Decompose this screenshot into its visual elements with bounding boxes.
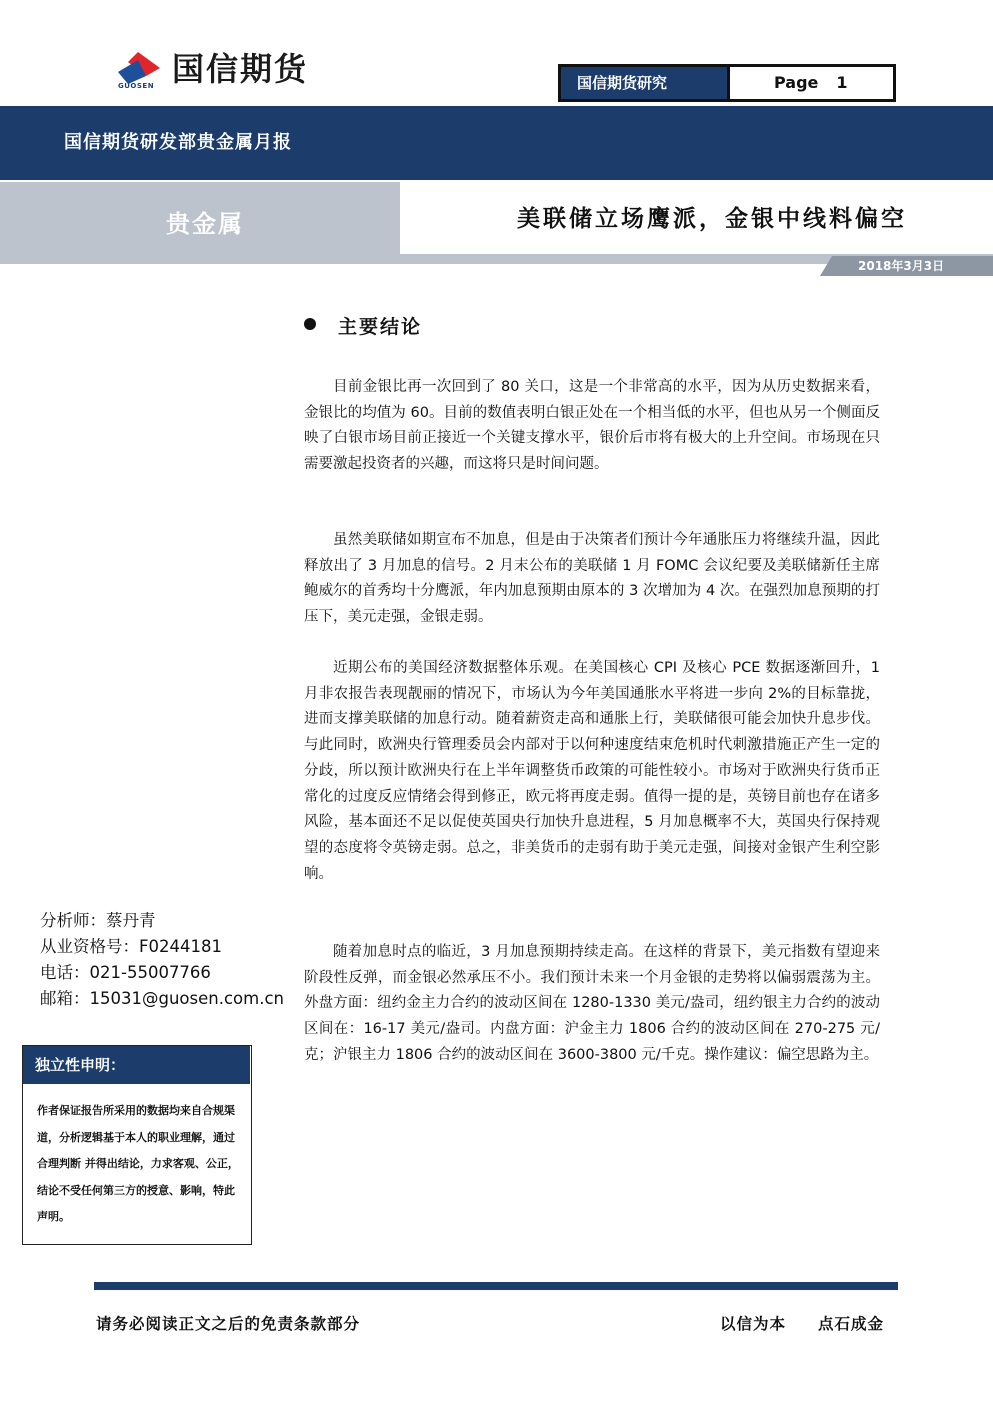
analyst-name: 分析师：蔡丹青: [40, 911, 156, 930]
research-label: 国信期货研究: [561, 67, 727, 99]
logo-text: 国信期货: [172, 50, 309, 88]
page-number: 1: [836, 73, 848, 92]
analyst-phone: 电话：021-55007766: [40, 963, 211, 982]
headline-panel: [400, 182, 993, 254]
footer-motto: [720, 1312, 884, 1334]
analyst-info: [40, 908, 284, 1012]
motto-2: 点石成金: [818, 1315, 885, 1333]
paragraph-3: 近期公布的美国经济数据整体乐观。在美国核心 CPI 及核心 PCE 数据逐渐回升，1 月非农报告表现靓丽的情况下，市场认为今年美国通胀水平将进一步向 2%的目标靠拢，进而支撑美联储的加息行动。随着薪资走高和通胀上行，美联储很可能会加快升息步伐。与此同时，欧洲央行管理委员会内部对于以何种速度结束危机时代刺激措施正产生一定的分歧，所以预计欧洲央行在上半年调整货币政策的可能性较小。市场对于欧洲央行货币正常化的过度反应情绪会得到修正，欧元将再度走弱。值得一提的是，英镑目前也存在诸多风险，基本面还不足以促使英国央行加快升息进程，5 月加息概率不大，英国央行保持观望的态度将令英镑走弱。总之，非美货币的走弱有助于美元走强，间接对金银产生利空影响。: [304, 660, 880, 882]
paragraph-4: 随着加息时点的临近，3 月加息预期持续走高。在这样的背景下，美元指数有望迎来阶段性反弹，而金银必然承压不小。我们预计未来一个月金银的走势将以偏弱震荡为主。外盘方面：纽约金主力合约的波动区间在 1280-1330 美元/盎司，纽约银主力合约的波动区间在：16-17 美元/盎司。内盘方面：沪金主力 1806 合约的波动区间在 270-275 元/克；沪银主力 1806 合约的波动区间在 3600-3800 元/千克。操作建议：偏空思路为主。: [304, 944, 880, 1063]
motto-1: 以信为本: [720, 1315, 787, 1333]
page-number-box: [727, 67, 893, 99]
footer-divider: [94, 1282, 898, 1290]
report-headline: 美联储立场鹰派，金银中线料偏空: [517, 206, 907, 232]
category-panel: [0, 182, 400, 254]
page-label: Page: [774, 73, 819, 92]
statement-title: 独立性申明：: [23, 1046, 250, 1084]
analyst-license: 从业资格号：F0244181: [40, 937, 222, 956]
company-logo: [116, 48, 346, 92]
footer-disclaimer-note: 请务必阅读正文之后的免责条款部分: [96, 1315, 361, 1333]
independence-statement: [22, 1045, 252, 1245]
category-label: 贵金属: [166, 210, 244, 238]
bullet-icon: [304, 318, 316, 330]
page-indicator: [558, 64, 896, 102]
analyst-email: 邮箱：15031@guosen.com.cn: [40, 989, 284, 1008]
section-heading: 主要结论: [338, 316, 423, 338]
report-band: [0, 106, 993, 180]
statement-body: 作者保证报告所采用的数据均来自合规渠道，分析逻辑基于本人的职业理解，通过合理判断 并得出结论，力求客观、公正，结论不受任何第三方的授意、影响，特此声明。: [37, 1104, 239, 1223]
logo-subtext: GUOSEN: [118, 82, 155, 90]
paragraph-1: 目前金银比再一次回到了 80 关口，这是一个非常高的水平，因为从历史数据来看，金银比的均值为 60。目前的数值表明白银正处在一个相当低的水平，但也从另一个侧面反映了白银市场目前正接近一个关键支撑水平，银价后市将有极大的上升空间。市场现在只需要激起投资者的兴趣，而这将只是时间问题。: [304, 379, 880, 473]
paragraph-2: 虽然美联储如期宣布不加息，但是由于决策者们预计今年通胀压力将继续升温，因此释放出了 3 月加息的信号。2 月末公布的美联储 1 月 FOMC 会议纪要及美联储新任主席鲍威尔的首秀均十分鹰派，年内加息预期由原本的 3 次增加为 4 次。在强烈加息预期的打压下，美元走强，金银走弱。: [304, 532, 880, 626]
report-series-title: 国信期货研发部贵金属月报: [64, 132, 292, 153]
report-date: 2018年3月3日: [858, 259, 945, 273]
